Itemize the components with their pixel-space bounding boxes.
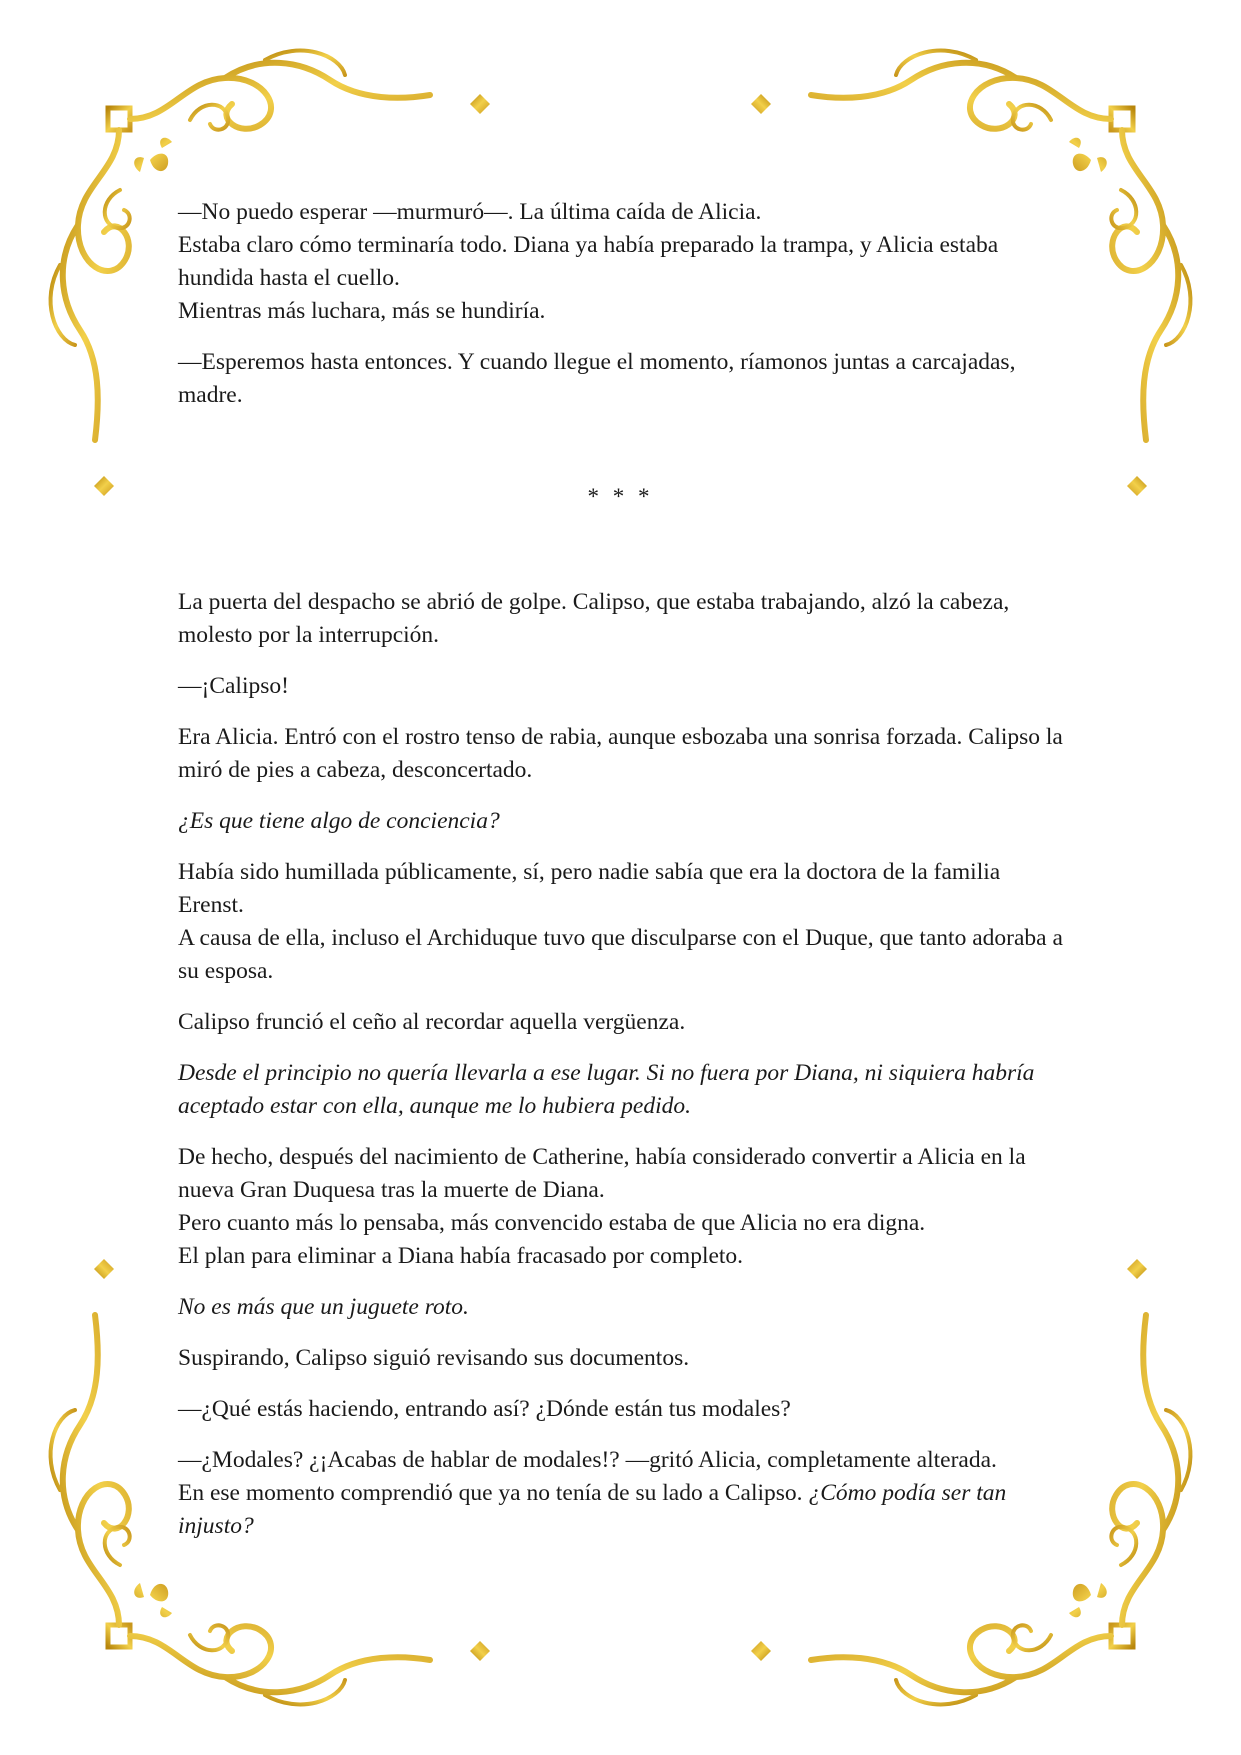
paragraph <box>178 346 1068 412</box>
paragraph <box>178 1393 1068 1426</box>
text-run: En ese momento comprendió que ya no tenía de su lado a Calipso. <box>178 1480 809 1506</box>
text-line <box>178 721 1068 787</box>
text-line <box>178 1291 1068 1324</box>
text-run: De hecho, después del nacimiento de Catherine, había considerado convertir a Alicia en la nueva Gran Duquesa tras la muerte de Diana. <box>178 1144 1026 1203</box>
text-run: —¡Calipso! <box>178 673 289 699</box>
paragraph <box>178 721 1068 787</box>
paragraph <box>178 670 1068 703</box>
text-run: Era Alicia. Entró con el rostro tenso de rabia, aunque esbozaba una sonrisa forzada. Calipso la miró de pies a cabeza, desconcertado. <box>178 724 1063 783</box>
text-line <box>178 1444 1068 1477</box>
paragraph <box>178 1141 1068 1273</box>
text-line <box>178 856 1068 922</box>
paragraph <box>178 1444 1068 1543</box>
text-line <box>178 295 1068 328</box>
paragraph <box>178 586 1068 652</box>
text-run: Estaba claro cómo terminaría todo. Diana ya había preparado la trampa, y Alicia estaba hundida hasta el cuello. <box>178 232 999 291</box>
text-run: El plan para eliminar a Diana había fracasado por completo. <box>178 1243 744 1269</box>
text-line <box>178 1342 1068 1375</box>
paragraph <box>178 1291 1068 1324</box>
paragraph <box>178 1057 1068 1123</box>
text-run: Pero cuanto más lo pensaba, más convencido estaba de que Alicia no era digna. <box>178 1210 926 1236</box>
text-line <box>178 1141 1068 1207</box>
text-line <box>178 229 1068 295</box>
text-line <box>178 1240 1068 1273</box>
text-block-main <box>178 586 1068 1561</box>
text-run: —Esperemos hasta entonces. Y cuando llegue el momento, ríamonos juntas a carcajadas, madre. <box>178 349 1016 408</box>
text-line <box>178 1393 1068 1426</box>
text-block-top <box>178 196 1068 430</box>
text-line <box>178 196 1068 229</box>
text-run: —No puedo esperar —murmuró—. La última caída de Alicia. <box>178 199 762 225</box>
paragraph <box>178 805 1068 838</box>
text-line <box>178 346 1068 412</box>
text-line <box>178 670 1068 703</box>
text-line <box>178 1207 1068 1240</box>
section-divider: * * * <box>587 484 654 509</box>
text-run: Suspirando, Calipso siguió revisando sus documentos. <box>178 1345 690 1371</box>
paragraph <box>178 856 1068 988</box>
paragraph <box>178 1006 1068 1039</box>
italic-run: ¿Cómo podía ser tan injusto? <box>178 1480 1007 1539</box>
text-line <box>178 805 1068 838</box>
text-run: Calipso frunció el ceño al recordar aquella vergüenza. <box>178 1009 686 1035</box>
paragraph <box>178 196 1068 328</box>
italic-run: Desde el principio no quería llevarla a ese lugar. Si no fuera por Diana, ni siquiera habría aceptado estar con ella, aunque me lo hubiera pedido. <box>178 1060 1035 1119</box>
text-run: —¿Modales? ¿¡Acabas de hablar de modales!? —gritó Alicia, completamente alterada. <box>178 1447 997 1473</box>
text-run: —¿Qué estás haciendo, entrando así? ¿Dónde están tus modales? <box>178 1396 791 1422</box>
text-line <box>178 1057 1068 1123</box>
text-line <box>178 1477 1068 1543</box>
text-line <box>178 1006 1068 1039</box>
text-line <box>178 586 1068 652</box>
italic-run: No es más que un juguete roto. <box>178 1294 469 1320</box>
text-line <box>178 922 1068 988</box>
paragraph <box>178 1342 1068 1375</box>
text-run: La puerta del despacho se abrió de golpe. Calipso, que estaba trabajando, alzó la cabeza, molesto por la interrupción. <box>178 589 1010 648</box>
text-run: Mientras más luchara, más se hundiría. <box>178 298 546 324</box>
text-run: A causa de ella, incluso el Archiduque tuvo que disculparse con el Duque, que tanto adoraba a su esposa. <box>178 925 1063 984</box>
text-run: Había sido humillada públicamente, sí, pero nadie sabía que era la doctora de la familia Erenst. <box>178 859 1001 918</box>
italic-run: ¿Es que tiene algo de conciencia? <box>178 808 500 834</box>
